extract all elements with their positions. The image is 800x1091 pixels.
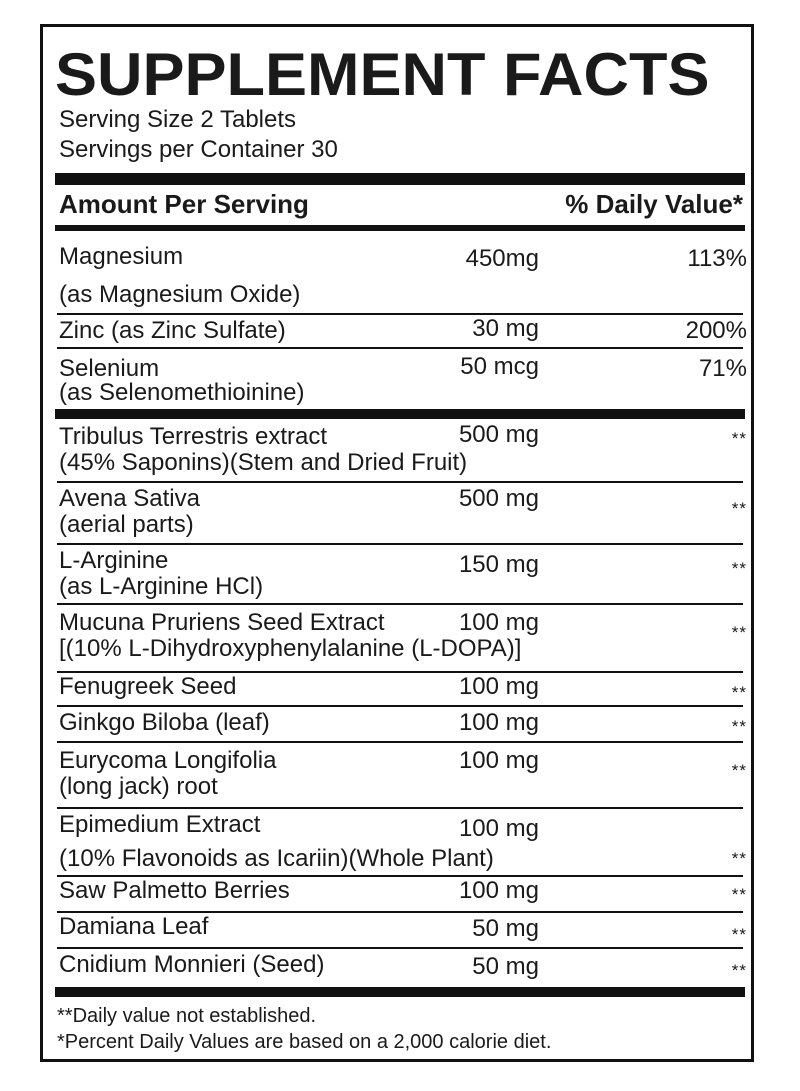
ingredient-amount: 500 mg (458, 421, 539, 448)
ingredient-name: Fenugreek Seed (59, 673, 237, 700)
ingredient-name: L-Arginine (59, 547, 169, 574)
footnote-percent-basis: *Percent Daily Values are based on a 2,000 calorie diet. (57, 1031, 552, 1053)
ingredient-name: Tribulus Terrestris extract (59, 423, 328, 450)
row-divider (57, 603, 743, 605)
ingredient-amount: 100 mg (458, 815, 539, 842)
ingredient-amount: 100 mg (458, 609, 539, 636)
ingredient-source: (as L-Arginine HCl) (59, 573, 264, 600)
footnote-not-established: **Daily value not established. (57, 1005, 317, 1027)
row-divider (57, 741, 743, 743)
not-established-marker: ** (731, 499, 747, 518)
ingredient-amount: 50 mg (472, 953, 539, 980)
thick-divider (55, 173, 745, 185)
ingredient-amount: 500 mg (458, 485, 539, 512)
ingredient-name: Epimedium Extract (59, 811, 261, 838)
ingredient-source: (10% Flavonoids as Icariin)(Whole Plant) (59, 845, 494, 872)
ingredient-name: Mucuna Pruriens Seed Extract (59, 609, 385, 636)
serving-size: Serving Size 2 Tablets (59, 106, 297, 133)
nutrient-daily-value: 113% (687, 245, 747, 272)
not-established-marker: ** (731, 429, 747, 448)
nutrient-daily-value: 200% (685, 317, 747, 344)
not-established-marker: ** (731, 717, 747, 736)
ingredient-amount: 50 mg (472, 915, 539, 942)
ingredient-amount: 100 mg (458, 709, 539, 736)
ingredient-amount: 150 mg (458, 551, 539, 578)
row-divider (57, 347, 743, 349)
not-established-marker: ** (731, 849, 747, 868)
ingredient-name: Avena Sativa (59, 485, 200, 512)
daily-value-header: % Daily Value* (565, 189, 743, 219)
row-divider (57, 543, 743, 545)
ingredient-source: (aerial parts) (59, 511, 194, 538)
row-divider (57, 313, 743, 315)
ingredient-amount: 100 mg (458, 877, 539, 904)
ingredient-source: (long jack) root (59, 773, 218, 800)
row-divider (57, 807, 743, 809)
ingredient-amount: 100 mg (458, 673, 539, 700)
ingredient-name: Eurycoma Longifolia (59, 747, 277, 774)
nutrient-amount: 30 mg (472, 315, 539, 342)
nutrient-source: (as Selenomethioinine) (59, 379, 305, 406)
nutrient-amount: 450mg (465, 245, 539, 272)
nutrient-name: Magnesium (59, 243, 184, 270)
not-established-marker: ** (731, 885, 747, 904)
not-established-marker: ** (731, 559, 747, 578)
panel-title: SUPPLEMENT FACTS (55, 41, 710, 108)
ingredient-name: Ginkgo Biloba (leaf) (59, 709, 270, 736)
nutrient-source: (as Magnesium Oxide) (59, 281, 301, 308)
ingredient-source: [(10% L-Dihydroxyphenylalanine (L-DOPA)] (59, 635, 522, 662)
nutrient-name: Selenium (59, 355, 160, 382)
row-divider (57, 705, 743, 707)
nutrient-amount: 50 mcg (460, 353, 539, 380)
thick-divider (55, 409, 745, 419)
amount-per-serving-header: Amount Per Serving (59, 189, 309, 219)
not-established-marker: ** (731, 925, 747, 944)
ingredient-name: Cnidium Monnieri (Seed) (59, 951, 325, 978)
ingredient-source: (45% Saponins)(Stem and Dried Fruit) (59, 449, 468, 476)
ingredient-name: Damiana Leaf (59, 913, 209, 940)
not-established-marker: ** (731, 623, 747, 642)
row-divider (57, 947, 743, 949)
not-established-marker: ** (731, 683, 747, 702)
medium-divider (55, 225, 745, 231)
thick-divider (55, 987, 745, 997)
nutrient-name: Zinc (as Zinc Sulfate) (59, 317, 286, 344)
not-established-marker: ** (731, 761, 747, 780)
ingredient-amount: 100 mg (458, 747, 539, 774)
nutrient-daily-value: 71% (698, 355, 747, 382)
not-established-marker: ** (731, 961, 747, 980)
supplement-facts-panel (40, 24, 754, 1062)
servings-per-container: Servings per Container 30 (59, 136, 338, 163)
row-divider (57, 481, 743, 483)
ingredient-name: Saw Palmetto Berries (59, 877, 290, 904)
